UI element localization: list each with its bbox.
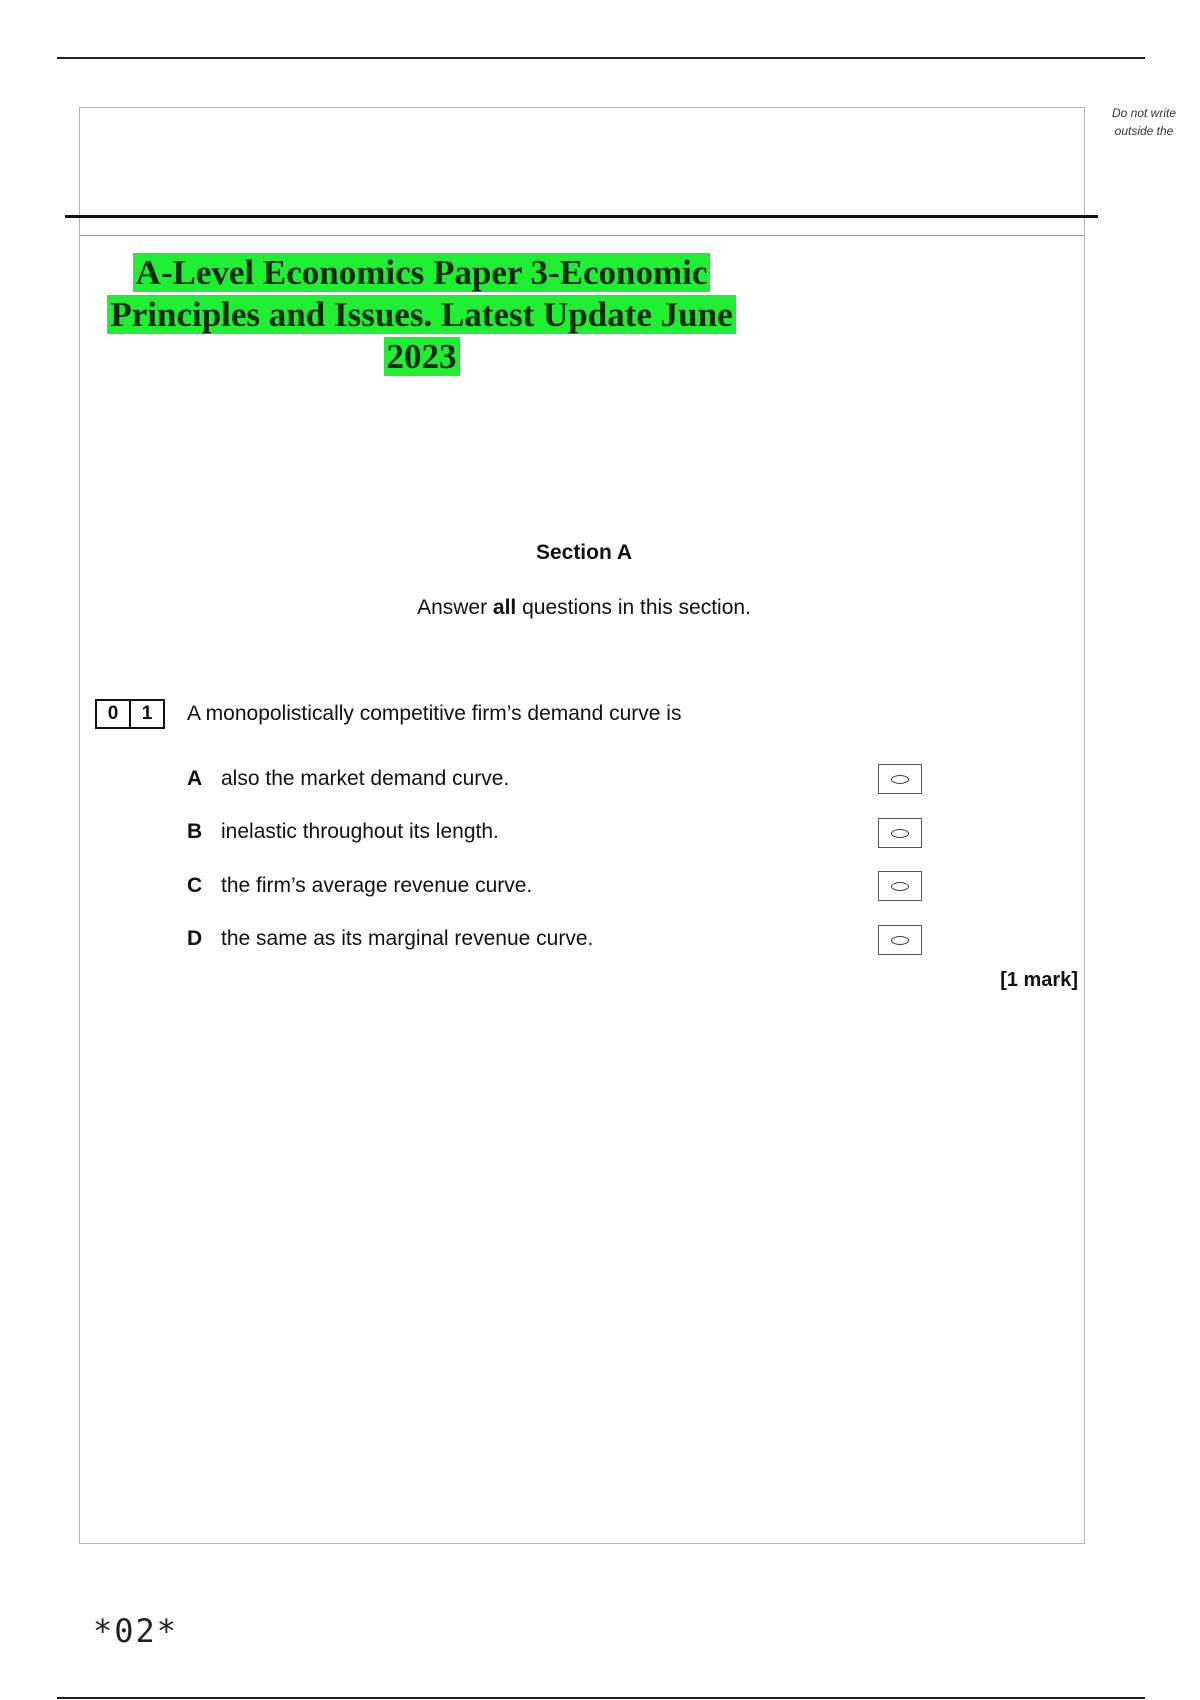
option-letter: C xyxy=(187,874,203,897)
header-divider xyxy=(65,215,1098,218)
option-c-answer-box[interactable] xyxy=(878,871,922,901)
question-number-digit-2: 1 xyxy=(131,699,165,729)
option-letter: A xyxy=(187,767,203,790)
option-b xyxy=(187,820,499,844)
header-subdivider xyxy=(79,235,1085,236)
instruction-pre: Answer xyxy=(417,596,493,619)
question-number xyxy=(95,699,165,729)
mark-allocation: [1 mark] xyxy=(1000,969,1078,991)
section-heading: Section A xyxy=(535,541,633,564)
answer-oval-icon xyxy=(891,882,909,891)
bottom-rule xyxy=(57,1697,1145,1699)
title-line-2: Principles and Issues. Latest Update June xyxy=(107,295,735,334)
title-line-3: 2023 xyxy=(384,337,460,376)
section-instruction xyxy=(0,596,1168,620)
margin-note-line-1: Do not write xyxy=(1111,106,1177,120)
margin-note xyxy=(1098,104,1190,140)
option-a-answer-box[interactable] xyxy=(878,764,922,794)
answer-oval-icon xyxy=(891,829,909,838)
option-text: inelastic throughout its length. xyxy=(221,820,499,843)
option-letter: B xyxy=(187,820,203,843)
option-c xyxy=(187,874,532,898)
answer-oval-icon xyxy=(891,936,909,945)
option-text: the firm’s average revenue curve. xyxy=(221,874,533,897)
document-title xyxy=(94,252,749,378)
option-b-answer-box[interactable] xyxy=(878,818,922,848)
margin-note-line-2: outside the xyxy=(1114,124,1174,138)
top-rule xyxy=(57,57,1145,59)
instruction-post: questions in this section. xyxy=(516,596,751,619)
question-number-digit-1: 0 xyxy=(95,699,131,729)
option-a xyxy=(187,767,509,791)
option-d xyxy=(187,927,593,951)
option-text: the same as its marginal revenue curve. xyxy=(221,927,594,950)
instruction-emphasis: all xyxy=(492,596,517,619)
title-line-1: A-Level Economics Paper 3-Economic xyxy=(133,253,711,292)
answer-oval-icon xyxy=(891,775,909,784)
question-text: A monopolistically competitive firm’s demand curve is xyxy=(187,702,682,725)
option-letter: D xyxy=(187,927,203,950)
page-code: *02* xyxy=(93,1612,179,1650)
option-text: also the market demand curve. xyxy=(221,767,510,790)
option-d-answer-box[interactable] xyxy=(878,925,922,955)
